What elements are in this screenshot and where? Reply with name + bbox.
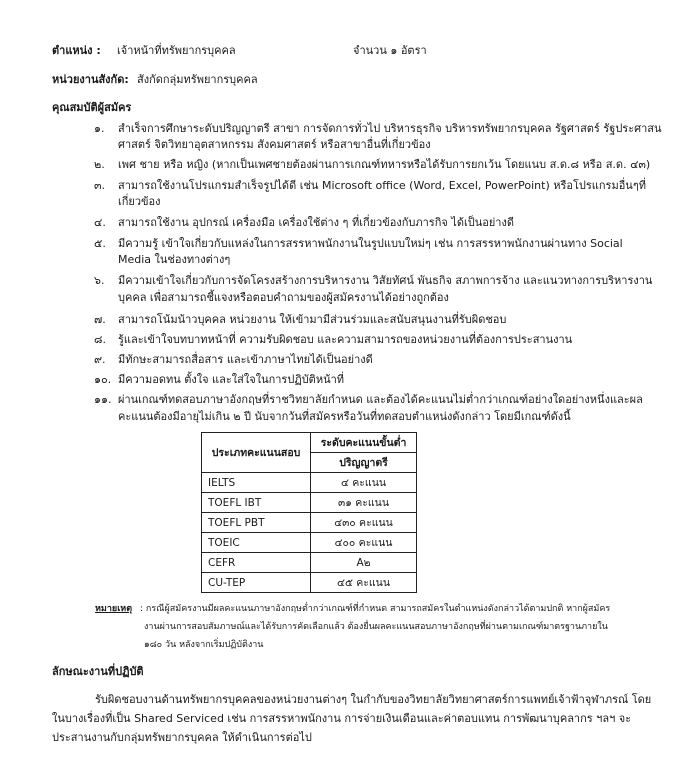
work-heading: ลักษณะงานที่ปฏิบัติ [52, 665, 144, 678]
list-item-text: เกี่ยวข้อง [118, 195, 161, 208]
list-item-text: คะแนนต้องมีอายุไม่เกิน ๒ ปี นับจากวันที่สมัครหรือวันที่ทดสอบตำแหน่งดังกล่าว โดยมีเกณฑ์ดังนี้ [118, 410, 571, 423]
table-row [202, 573, 417, 593]
work-text: ประสานงานกับกลุ่มทรัพยากรบุคคล ให้ดำเนินการต่อไป [52, 731, 312, 744]
unit-label: หน่วยงานสังกัด: [52, 73, 129, 86]
note-text: : กรณีผู้สมัครงานมีผลคะแนนภาษาอังกฤษต่ำกว่าเกณฑ์ที่กำหนด สามารถสมัครในตำแหน่งดังกล่าวได้ตามปกติ หากผู้สมัคร [140, 604, 611, 614]
list-item-number: ๒. [94, 158, 105, 171]
list-item-text: มีความรู้ เข้าใจเกี่ยวกับแหล่งในการสรรหาพนักงานในรูปแบบใหม่ๆ เช่น การสรรหาพนักงานผ่านทาง Social [118, 237, 623, 250]
list-item-number: ๑. [94, 122, 105, 135]
list-item-number: ๖. [94, 274, 105, 287]
table-cell-test-type: TOEFL IBT [202, 493, 311, 513]
list-item-number: ๑๑. [94, 393, 112, 406]
list-item-text: เพศ ชาย หรือ หญิง (หากเป็นเพศชายต้องผ่านการเกณฑ์ทหารหรือได้รับการยกเว้น โดยแนบ ส.ด.๘ หรือ ส.ด. ๔๓) [118, 158, 651, 171]
table-cell-test-type: CU-TEP [202, 573, 311, 593]
note-label: หมายเหตุ [95, 604, 133, 614]
list-item-number: ๓. [94, 179, 106, 192]
position-value: เจ้าหน้าที่ทรัพยากรบุคคล [117, 44, 236, 57]
table-row [202, 553, 417, 573]
english-score-table [201, 432, 417, 593]
table-header-test-type: ประเภทคะแนนสอบ [202, 433, 311, 473]
list-item-text: ผ่านเกณฑ์ทดสอบภาษาอังกฤษที่ราชวิทยาลัยกำหนด และต้องได้คะแนนไม่ต่ำกว่าเกณฑ์อย่างใดอย่างหนึ่งและผล [118, 393, 643, 406]
list-item-number: ๔. [94, 216, 106, 229]
table-cell-min-score: ๔๐๐ คะแนน [311, 533, 417, 553]
table-row [202, 533, 417, 553]
list-item-text: สำเร็จการศึกษาระดับปริญญาตรี สาขา การจัดการทั่วไป บริหารธุรกิจ บริหารทรัพยากรบุคคล รัฐศาสตร์ รัฐประศาสน [118, 122, 662, 135]
qualifications-heading: คุณสมบัติผู้สมัคร [52, 101, 132, 114]
table-header-degree: ปริญญาตรี [311, 453, 417, 473]
table-cell-test-type: CEFR [202, 553, 311, 573]
list-item-number: ๕. [94, 237, 106, 250]
work-text: รับผิดชอบงานด้านทรัพยากรบุคคลของหน่วยงานต่างๆ ในกำกับของวิทยาลัยวิทยาศาสตร์การแพทย์เจ้าฟ้าจุฬาภรณ์ โดย [95, 693, 652, 706]
list-item-text: สามารถใช้งาน อุปกรณ์ เครื่องมือ เครื่องใช้ต่าง ๆ ที่เกี่ยวข้องกับภารกิจ ได้เป็นอย่างดี [118, 216, 514, 229]
list-item-number: ๑๐. [94, 373, 112, 386]
table-row [202, 513, 417, 533]
note-text: ๑๘๐ วัน หลังจากเริ่มปฏิบัติงาน [144, 640, 264, 650]
work-text: ในบางเรื่องที่เป็น Shared Serviced เช่น การสรรหาพนักงาน การจ่ายเงินเดือนและค่าตอบแทน การพัฒนาบุคลากร ฯลฯ จะ [52, 712, 632, 725]
table-cell-min-score: A๒ [311, 553, 417, 573]
table-cell-min-score: ๔ คะแนน [311, 473, 417, 493]
list-item-number: ๗. [94, 313, 106, 326]
table-cell-test-type: TOEIC [202, 533, 311, 553]
list-item-text: สามารถโน้มน้าวบุคคล หน่วยงาน ให้เข้ามามีส่วนร่วมและสนับสนุนงานที่รับผิดชอบ [118, 313, 507, 326]
table-cell-test-type: TOEFL PBT [202, 513, 311, 533]
table-header-min-score: ระดับคะแนนขั้นต่ำ [311, 433, 417, 453]
list-item-text: มีความเข้าใจเกี่ยวกับการจัดโครงสร้างการบริหารงาน วิสัยทัศน์ พันธกิจ สภาพการจ้าง และแนวทางการบริหารงาน [118, 274, 653, 287]
list-item-text: ศาสตร์ จิตวิทยาอุตสาหกรรม สังคมศาสตร์ หรือสาขาอื่นที่เกี่ยวข้อง [118, 138, 431, 151]
list-item-number: ๘. [94, 333, 106, 346]
note-text: งานผ่านการสอบสัมภาษณ์และได้รับการคัดเลือกแล้ว ต้องยื่นผลคะแนนสอบภาษาอังกฤษที่ผ่านตามเกณฑ์มาตรฐานภายใน [144, 622, 608, 632]
list-item-text: มีทักษะสามารถสื่อสาร และเข้าภาษาไทยได้เป็นอย่างดี [118, 353, 373, 366]
table-cell-min-score: ๔๓๐ คะแนน [311, 513, 417, 533]
table-row [202, 473, 417, 493]
list-item-text: บุคคล เพื่อสามารถชี้แจงหรือตอบคำถามของผู้สมัครงานได้อย่างถูกต้อง [118, 291, 449, 304]
list-item-text: สามารถใช้งานโปรแกรมสำเร็จรูปได้ดี เช่น Microsoft office (Word, Excel, PowerPoint) หรือโปรแกรมอื่นๆที่ [118, 179, 646, 192]
table-header-row [202, 433, 417, 453]
table-cell-min-score: ๔๕ คะแนน [311, 573, 417, 593]
list-item-text: มีความอดทน ตั้งใจ และใส่ใจในการปฏิบัติหน้าที่ [118, 373, 345, 386]
table-cell-min-score: ๓๑ คะแนน [311, 493, 417, 513]
list-item-text: Media ในช่องทางต่างๆ [118, 253, 231, 266]
list-item-text: รู้และเข้าใจบทบาทหน้าที่ ความรับผิดชอบ และความสามารถของหน่วยงานที่ต้องการประสานงาน [118, 333, 573, 346]
position-label: ตำแหน่ง : [52, 44, 101, 57]
table-cell-test-type: IELTS [202, 473, 311, 493]
list-item-number: ๙. [94, 353, 106, 366]
unit-value: สังกัดกลุ่มทรัพยากรบุคคล [137, 73, 258, 86]
position-count: จำนวน ๑ อัตรา [353, 44, 427, 57]
table-row [202, 493, 417, 513]
